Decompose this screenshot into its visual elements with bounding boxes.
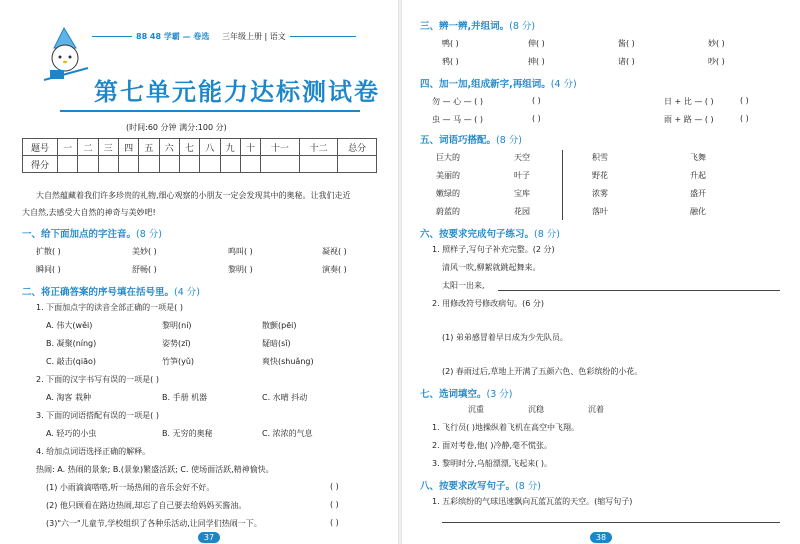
s2-q1-opt: A. 伟大(wěi) (46, 321, 93, 330)
intro-line-1: 大自然蕴藏着我们许多珍贵的礼物,细心观察的小朋友一定会发现其中的奥秘。让我们走近 (36, 191, 351, 200)
s6-q2: 2. 用修改符号修改病句。(6 分) (432, 299, 545, 308)
score-column-header: 四 (118, 139, 138, 156)
s2-q1-opt: C. 敲击(qiāo) (46, 357, 97, 366)
score-column-header: 十一 (261, 139, 300, 156)
s1-item[interactable]: 扩散( ) (36, 247, 61, 256)
section-1-title: 一、给下面加点的字注音。(8 分) (22, 229, 162, 240)
answer-blank[interactable]: ( ) (330, 518, 339, 527)
score-column-header: 三 (98, 139, 118, 156)
s5-word[interactable]: 盛开 (690, 189, 706, 198)
s1-item[interactable]: 演奏( ) (322, 265, 347, 274)
s5-word[interactable]: 天空 (514, 153, 530, 162)
s2-q1-opt: 黎明(ní) (162, 321, 192, 330)
s3-item[interactable]: 伸( ) (528, 39, 545, 48)
divider (562, 150, 563, 220)
s5-word[interactable]: 积雪 (592, 153, 608, 162)
page-number: 38 (590, 532, 612, 543)
s2-q4-item: (3)"六一"儿童节,学校组织了各种乐活动,让同学们热闹一下。 (46, 519, 262, 528)
score-column-header: 一 (58, 139, 78, 156)
s2-q2-opt: A. 淘客 栽种 (46, 393, 91, 402)
s1-item[interactable]: 舒畅( ) (132, 265, 157, 274)
score-column-header: 总分 (338, 139, 377, 156)
s5-word[interactable]: 叶子 (514, 171, 530, 180)
s4-item[interactable]: ( ) (740, 96, 749, 105)
s2-q1-opt: 疑暗(sǐ) (262, 339, 291, 348)
s8-q1: 1. 五彩缤纷的气球迅速飘向瓦蓝瓦蓝的天空。(缩写句子) (432, 497, 633, 506)
s2-q1-opt: 竹笋(yǔ) (162, 357, 195, 366)
section-4-title: 四、加一加,组成新字,再组词。(4 分) (420, 79, 577, 90)
section-6-title: 六、按要求完成句子练习。(8 分) (420, 229, 560, 240)
intro-line-2: 大自然,去感受大自然的神奇与美妙吧! (22, 208, 156, 217)
score-cell[interactable] (118, 156, 138, 173)
s1-item[interactable]: 瞬间( ) (36, 265, 61, 274)
answer-line[interactable] (442, 522, 780, 523)
score-cell[interactable] (200, 156, 220, 173)
answer-line[interactable] (498, 290, 780, 291)
s2-q1-opt: B. 凝聚(níng) (46, 339, 97, 348)
score-column-header: 八 (200, 139, 220, 156)
s2-q4: 4. 给加点词语选择正确的解释。 (36, 447, 151, 456)
s4-item[interactable]: 虫 — 马 — ( ) (432, 115, 483, 124)
s1-item[interactable]: 黎明( ) (228, 265, 253, 274)
s5-word[interactable]: 宝库 (514, 189, 530, 198)
s5-word[interactable]: 花园 (514, 207, 530, 216)
s2-q1-opt: 姿势(zī) (162, 339, 191, 348)
answer-blank[interactable]: ( ) (330, 482, 339, 491)
s3-item[interactable]: 诸( ) (618, 57, 635, 66)
s4-item[interactable]: 勿 — 心 — ( ) (432, 97, 483, 106)
s4-item[interactable]: 雨 + 路 — ( ) (664, 115, 714, 124)
score-table (22, 138, 377, 173)
s2-q4-item: (1) 小雨滴滴嗒嗒,听一场热闹的音乐会好不好。 (46, 483, 215, 492)
s5-word[interactable]: 落叶 (592, 207, 608, 216)
s1-item[interactable]: 鸣叫( ) (228, 247, 253, 256)
s5-word[interactable]: 升起 (690, 171, 706, 180)
s5-word[interactable]: 飞舞 (690, 153, 706, 162)
score-column-header: 九 (220, 139, 240, 156)
s6-q2-a: (1) 弟弟感冒着早日成为少先队员。 (442, 333, 568, 342)
s4-item[interactable]: ( ) (532, 114, 541, 123)
s2-q2-opt: B. 手册 机器 (162, 393, 208, 402)
s2-q1-opt: 散颤(pēi) (262, 321, 297, 330)
section-5-title: 五、词语巧搭配。(8 分) (420, 135, 522, 146)
s2-q3-opt: A. 轻巧的小虫 (46, 429, 97, 438)
s6-q2-b: (2) 春雨过后,草地上开满了五颜六色、色彩缤纷的小花。 (442, 367, 643, 376)
s2-q2-opt: C. 水晴 抖动 (262, 393, 308, 402)
answer-blank[interactable]: ( ) (330, 500, 339, 509)
s7-word: 沉着 (588, 405, 604, 414)
score-cell[interactable] (78, 156, 98, 173)
brand-logo: 88 48 学霸 — 卷选 (136, 32, 210, 41)
s7-item[interactable]: 2. 面对考卷,他( )冷静,毫不慌张。 (432, 441, 553, 450)
s5-word[interactable]: 嫩绿的 (436, 189, 460, 198)
s2-q2: 2. 下面的汉字书写有误的一项是( ) (36, 375, 159, 384)
s4-item[interactable]: ( ) (740, 114, 749, 123)
s7-word: 沉稳 (528, 405, 544, 414)
score-column-header: 五 (139, 139, 159, 156)
score-column-header: 十二 (299, 139, 338, 156)
s5-word[interactable]: 巨大的 (436, 153, 460, 162)
s3-item[interactable]: 鸭( ) (442, 39, 459, 48)
s7-item[interactable]: 3. 黎明时分,乌船漂漂,飞起来( )。 (432, 459, 553, 468)
s3-item[interactable]: 酱( ) (618, 39, 635, 48)
section-7-title: 七、选词填空。(3 分) (420, 389, 513, 400)
score-header-row (23, 139, 377, 156)
s6-q1-example: 清风一吹,柳絮就跳起舞来。 (442, 263, 541, 272)
score-header-label: 题号 (23, 139, 58, 156)
page-title: 第七单元能力达标测试卷 (94, 77, 380, 106)
grade-label: 三年级上册 | 语文 (222, 32, 286, 41)
section-3-title: 三、辨一辨,并组词。(8 分) (420, 21, 536, 32)
s1-item[interactable]: 凝视( ) (322, 247, 347, 256)
s5-word[interactable]: 融化 (690, 207, 706, 216)
score-cell[interactable] (299, 156, 338, 173)
s2-q4-item: (2) 他只顾看在路边热闹,却忘了自己要去给妈妈买酱油。 (46, 501, 247, 510)
right-page (402, 0, 800, 544)
score-cell[interactable] (179, 156, 199, 173)
section-8-title: 八、按要求改写句子。(8 分) (420, 481, 541, 492)
score-cell[interactable] (58, 156, 78, 173)
s5-word[interactable]: 浓雾 (592, 189, 608, 198)
s4-item[interactable]: ( ) (532, 96, 541, 105)
score-column-header: 二 (78, 139, 98, 156)
score-cell[interactable] (98, 156, 118, 173)
score-cell[interactable] (220, 156, 240, 173)
s3-item[interactable]: 鸦( ) (442, 57, 459, 66)
score-column-header: 十 (240, 139, 260, 156)
s2-q3: 3. 下面的词语搭配有误的一项是( ) (36, 411, 159, 420)
score-column-header: 七 (179, 139, 199, 156)
s4-item[interactable]: 日 + 比 — ( ) (664, 97, 714, 106)
s3-item[interactable]: 吵( ) (708, 57, 725, 66)
s2-q3-opt: B. 无穷的奥秘 (162, 429, 213, 438)
score-cell[interactable] (159, 156, 179, 173)
cartoon-cat-icon (42, 26, 92, 82)
s7-word: 沉重 (468, 405, 484, 414)
score-row (23, 156, 377, 173)
score-cell[interactable] (139, 156, 159, 173)
s5-word[interactable]: 美丽的 (436, 171, 460, 180)
s5-word[interactable]: 蔚蓝的 (436, 207, 460, 216)
s5-word[interactable]: 野花 (592, 171, 608, 180)
s2-q3-opt: C. 浓浓的气息 (262, 429, 313, 438)
s1-item[interactable]: 美妙( ) (132, 247, 157, 256)
s6-q1: 1. 照样子,写句子补充完整。(2 分) (432, 245, 555, 254)
score-cell[interactable] (261, 156, 300, 173)
page-number: 37 (198, 532, 220, 543)
score-row-label: 得分 (23, 156, 58, 173)
s2-q1: 1. 下面加点字的读音全部正确的一项是( ) (36, 303, 183, 312)
s7-item[interactable]: 1. 飞行员( )地操纵着飞机在高空中飞翔。 (432, 423, 579, 432)
time-score: (时间:60 分钟 满分:100 分) (126, 123, 227, 132)
s3-item[interactable]: 抻( ) (528, 57, 545, 66)
score-column-header: 六 (159, 139, 179, 156)
left-page (0, 0, 398, 544)
s6-q1-fill: 太阳一出来, (442, 281, 485, 290)
s2-q4-def: 热闹: A. 热闹的景象; B.(景象)繁盛活跃; C. 使场面活跃,精神愉快。 (36, 465, 274, 474)
s3-item[interactable]: 妙( ) (708, 39, 725, 48)
s2-q1-opt: 爽快(shuǎng) (262, 357, 314, 366)
score-cell[interactable] (338, 156, 377, 173)
score-cell[interactable] (240, 156, 260, 173)
section-2-title: 二、将正确答案的序号填在括号里。(4 分) (22, 287, 200, 298)
